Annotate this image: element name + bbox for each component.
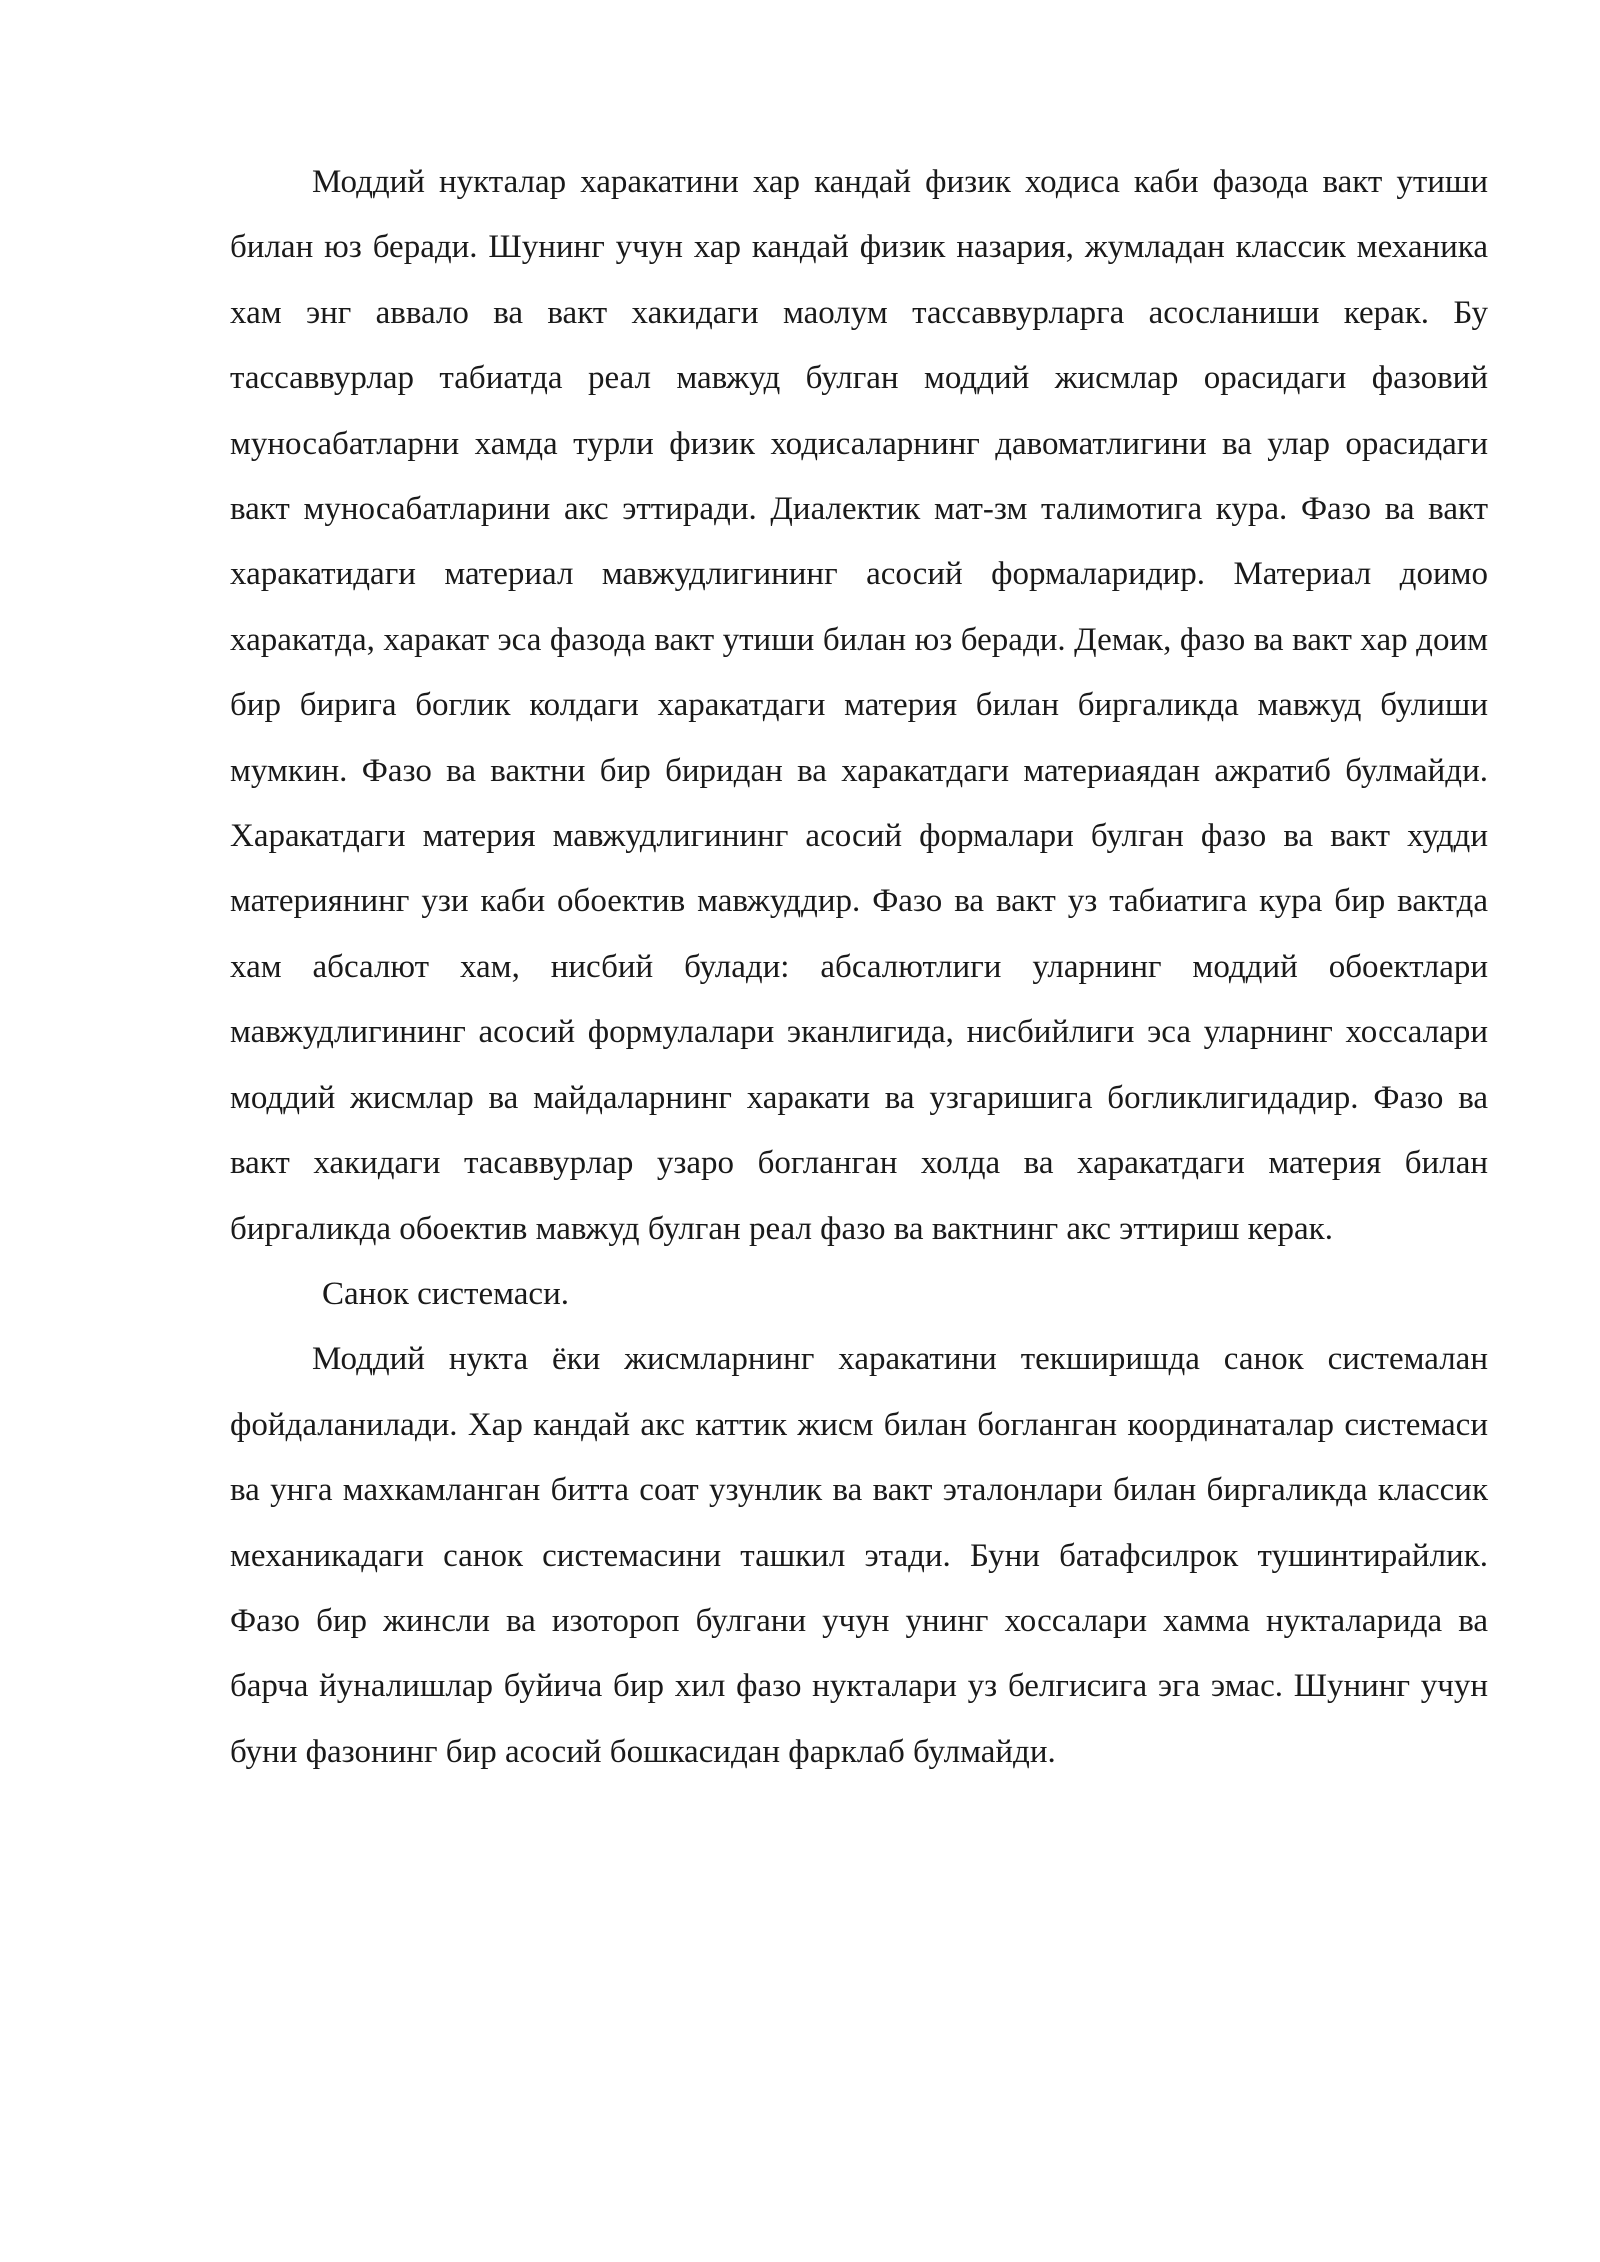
paragraph-reference-system: Моддий нукта ёки жисмларнинг харакатини текширишда санок системалан фойдаланилади. Хар кандай акс каттик жисм билан богланган координаталар системаси ва унга махкамланган битта соат узунлик ва вакт эталонлари билан биргаликда классик механикадаги санок системасини ташкил этади. Буни батафсилрок тушинтирайлик. Фазо бир жинсли ва изотороп булгани учун унинг хоссалари хамма нукталарида ва барча йуналишлар буйича бир хил фазо нукталари уз белгисига эга эмас. Шунинг учун буни фазонинг бир асосий бошкасидан фарклаб булмайди. xyxy=(230,1341,1488,1770)
document-body xyxy=(230,150,1488,1785)
section-heading-reference-system: Санок системаси. xyxy=(322,1275,569,1312)
paragraph-space-time: Моддий нукталар харакатини хар кандай физик ходиса каби фазода вакт утиши билан юз беради. Шунинг учун хар кандай физик назария, жумладан классик механика хам энг аввало ва вакт хакидаги маолум тассаввурларга асосланиши керак. Бу тассаввурлар табиатда реал мавжуд булган моддий жисмлар орасидаги фазовий муносабатларни хамда турли физик ходисаларнинг давоматлигини ва улар орасидаги вакт муносабатларини акс эттиради. Диалектик мат-зм талимотига кура. Фазо ва вакт харакатидаги материал мавжудлигининг асосий формаларидир. Материал доимо харакатда, харакат эса фазода вакт утиши билан юз беради. Демак, фазо ва вакт хар доим бир бирига боглик колдаги харакатдаги материя билан биргаликда мавжуд булиши мумкин. Фазо ва вактни бир биридан ва харакатдаги материаядан ажратиб булмайди. Харакатдаги материя мавжудлигининг асосий формалари булган фазо ва вакт худди материянинг узи каби обоектив мавжуддир. Фазо ва вакт уз табиатига кура бир вактда хам абсалют хам, нисбий булади: абсалютлиги уларнинг моддий обоектлари мавжудлигининг асосий формулалари эканлигида, нисбийлиги эса уларнинг хоссалари моддий жисмлар ва майдаларнинг харакати ва узгаришига богликлигидадир. Фазо ва вакт хакидаги тасаввурлар узаро богланган холда ва харакатдаги материя билан биргаликда обоектив мавжуд булган реал фазо ва вактнинг акс эттириш керак. xyxy=(230,164,1488,1247)
